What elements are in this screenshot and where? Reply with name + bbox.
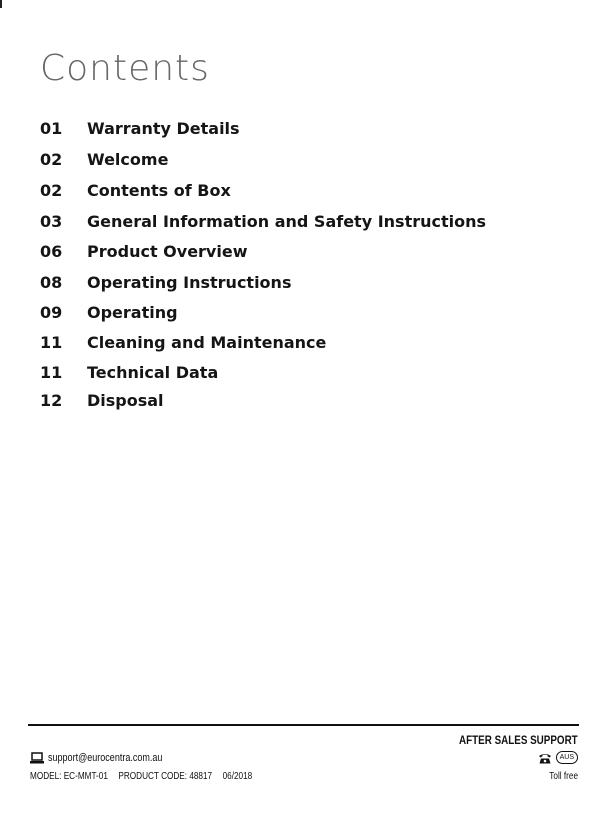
toc-entry (40, 119, 240, 138)
toc-page-number: 08 (40, 273, 63, 292)
toc-entry-title: Welcome (87, 150, 169, 169)
edition-date: 06/2018 (222, 771, 253, 782)
laptop-icon (30, 752, 44, 764)
toc-entry (40, 333, 326, 352)
support-email-address: support@eurocentra.com.au (48, 752, 163, 764)
scan-edge-mark (0, 0, 2, 8)
toc-page-number: 02 (40, 150, 63, 169)
toc-page-number: 06 (40, 242, 63, 261)
toc-entry-title: Operating (87, 303, 178, 322)
toc-page-number: 09 (40, 303, 63, 322)
toc-entry-title: Technical Data (87, 363, 219, 382)
toc-page-number: 11 (40, 333, 63, 352)
toc-entry (40, 212, 486, 231)
toc-page-number: 12 (40, 391, 63, 410)
toll-free-label: Toll free (549, 771, 578, 782)
support-phone (538, 751, 578, 764)
product-info (30, 771, 260, 782)
footer-divider (28, 724, 579, 726)
toc-entry (40, 363, 218, 382)
toc-entry (40, 303, 178, 322)
toc-entry-title: Operating Instructions (87, 273, 292, 292)
toc-entry-title: Disposal (87, 391, 164, 410)
toc-entry-title: Product Overview (87, 242, 248, 261)
toc-entry-title: Cleaning and Maintenance (87, 333, 327, 352)
toc-page-number: 02 (40, 181, 63, 200)
telephone-icon (538, 752, 552, 764)
toc-entry-title: Contents of Box (87, 181, 231, 200)
model-number: MODEL: EC-MMT-01 (30, 771, 108, 782)
product-code: PRODUCT CODE: 48817 (118, 771, 213, 782)
after-sales-support-heading: AFTER SALES SUPPORT (459, 733, 578, 747)
support-email (30, 752, 188, 764)
toc-entry-title: General Information and Safety Instructions (87, 212, 487, 231)
toc-entry (40, 391, 164, 410)
toc-page-number: 11 (40, 363, 63, 382)
toc-entry (40, 273, 291, 292)
toc-entry (40, 150, 168, 169)
aus-badge: AUS (556, 751, 578, 764)
toc-entry (40, 242, 247, 261)
toc-page-number: 01 (40, 119, 63, 138)
toc-page-number: 03 (40, 212, 63, 231)
toc-entry-title: Warranty Details (87, 119, 240, 138)
page-title: Contents (40, 48, 210, 89)
toc-entry (40, 181, 231, 200)
